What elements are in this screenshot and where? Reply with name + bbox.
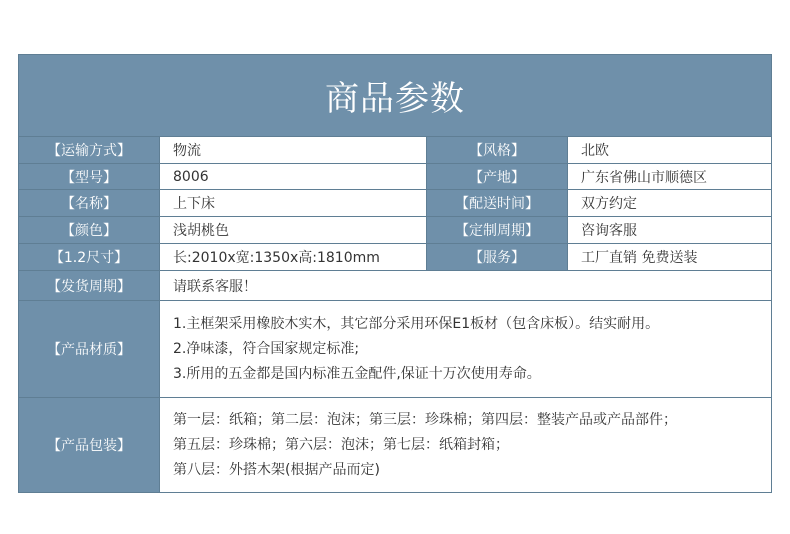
material-line-1: 1.主框架采用橡胶木实木，其它部分采用环保E1板材（包含床板）。结实耐用。: [173, 315, 660, 332]
label-delivery-cycle: 【发货周期】: [19, 271, 160, 301]
label-name: 【名称】: [19, 190, 160, 217]
packaging-line-1: 第一层：纸箱；第二层：泡沫；第三层：珍珠棉；第四层：整装产品或产品部件；: [173, 411, 677, 428]
label-model: 【型号】: [19, 164, 160, 190]
value-size: 长:2010x宽:1350x高:1810mm: [160, 244, 427, 271]
value-model: 8006: [160, 164, 427, 190]
packaging-line-2: 第五层：珍珠棉；第六层：泡沫；第七层：纸箱封箱；: [173, 436, 509, 453]
packaging-lines: [160, 398, 771, 492]
label-delivery-time: 【配送时间】: [427, 190, 568, 217]
label-style: 【风格】: [427, 137, 568, 164]
value-origin: 广东省佛山市顺德区: [568, 164, 771, 190]
value-name: 上下床: [160, 190, 427, 217]
value-shipping-method: 物流: [160, 137, 427, 164]
packaging-line-3: 第八层：外搭木架(根据产品而定): [173, 461, 380, 478]
label-material: 【产品材质】: [19, 301, 160, 398]
value-delivery-time: 双方约定: [568, 190, 771, 217]
material-line-3: 3.所用的五金都是国内标准五金配件,保证十万次使用寿命。: [173, 365, 541, 382]
material-line-2: 2.净味漆，符合国家规定标准;: [173, 340, 360, 357]
label-custom-cycle: 【定制周期】: [427, 217, 568, 244]
label-shipping-method: 【运输方式】: [19, 137, 160, 164]
value-service: 工厂直销 免费送装: [568, 244, 771, 271]
label-packaging: 【产品包装】: [19, 398, 160, 492]
value-color: 浅胡桃色: [160, 217, 427, 244]
label-size: 【1.2尺寸】: [19, 244, 160, 271]
label-origin: 【产地】: [427, 164, 568, 190]
label-service: 【服务】: [427, 244, 568, 271]
product-params-table: [18, 54, 772, 493]
value-style: 北欧: [568, 137, 771, 164]
value-delivery-cycle: 请联系客服！: [160, 271, 771, 301]
value-custom-cycle: 咨询客服: [568, 217, 771, 244]
material-lines: [160, 301, 771, 398]
table-title: 商品参数: [19, 55, 771, 137]
label-color: 【颜色】: [19, 217, 160, 244]
